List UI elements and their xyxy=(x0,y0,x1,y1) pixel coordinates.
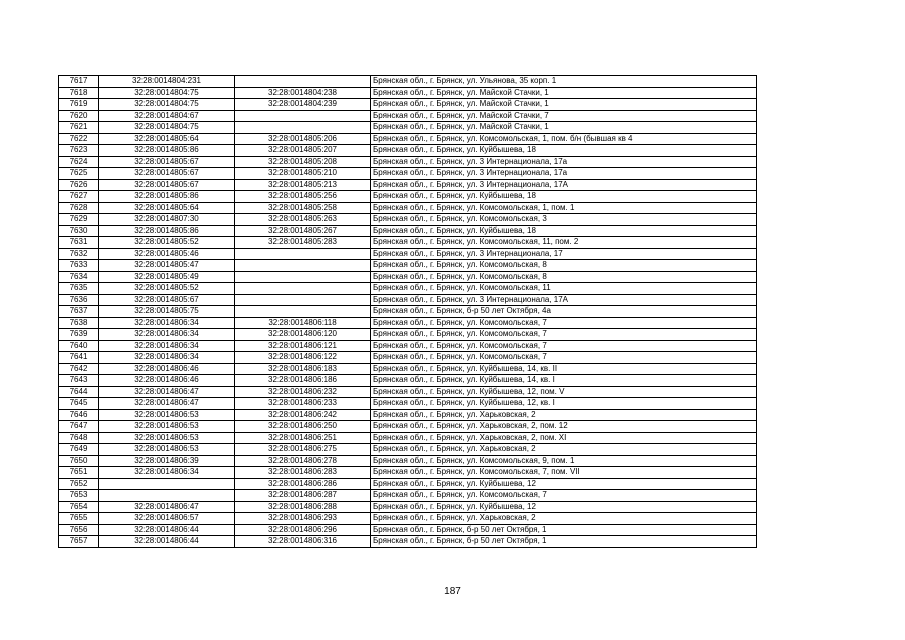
object-cadastral-number-cell: 32:28:0014805:208 xyxy=(235,156,371,168)
table-row xyxy=(59,202,757,214)
row-number-cell: 7643 xyxy=(59,375,99,387)
object-cadastral-number-cell: 32:28:0014805:206 xyxy=(235,133,371,145)
address-cell: Брянская обл., г. Брянск, ул. Куйбышева, 18 xyxy=(371,191,757,203)
land-cadastral-number-cell: 32:28:0014804:75 xyxy=(99,99,235,111)
row-number-cell: 7622 xyxy=(59,133,99,145)
row-number-cell: 7657 xyxy=(59,536,99,548)
object-cadastral-number-cell xyxy=(235,283,371,295)
address-cell: Брянская обл., г. Брянск, ул. Комсомольская, 9, пом. 1 xyxy=(371,455,757,467)
address-cell: Брянская обл., г. Брянск, ул. Куйбышева, 18 xyxy=(371,145,757,157)
table-row xyxy=(59,133,757,145)
row-number-cell: 7641 xyxy=(59,352,99,364)
object-cadastral-number-cell: 32:28:0014805:258 xyxy=(235,202,371,214)
object-cadastral-number-cell: 32:28:0014804:239 xyxy=(235,99,371,111)
table-row xyxy=(59,145,757,157)
land-cadastral-number-cell: 32:28:0014806:34 xyxy=(99,340,235,352)
address-cell: Брянская обл., г. Брянск, ул. Куйбышева, 12, пом. V xyxy=(371,386,757,398)
address-cell: Брянская обл., г. Брянск, ул. Куйбышева, 14, кв. I xyxy=(371,375,757,387)
object-cadastral-number-cell: 32:28:0014806:251 xyxy=(235,432,371,444)
address-cell: Брянская обл., г. Брянск, ул. Харьковская, 2 xyxy=(371,444,757,456)
land-cadastral-number-cell: 32:28:0014806:47 xyxy=(99,501,235,513)
address-cell: Брянская обл., г. Брянск, ул. Комсомольская, 7 xyxy=(371,329,757,341)
table-row xyxy=(59,329,757,341)
table-row xyxy=(59,99,757,111)
row-number-cell: 7648 xyxy=(59,432,99,444)
table-row xyxy=(59,110,757,122)
table-row xyxy=(59,260,757,272)
land-cadastral-number-cell: 32:28:0014805:47 xyxy=(99,260,235,272)
land-cadastral-number-cell: 32:28:0014805:67 xyxy=(99,179,235,191)
address-cell: Брянская обл., г. Брянск, ул. 3 Интернационала, 17а xyxy=(371,156,757,168)
address-cell: Брянская обл., г. Брянск, ул. Харьковская, 2 xyxy=(371,409,757,421)
address-cell: Брянская обл., г. Брянск, ул. Комсомольская, 3 xyxy=(371,214,757,226)
address-cell: Брянская обл., г. Брянск, ул. Комсомольская, 7 xyxy=(371,340,757,352)
row-number-cell: 7652 xyxy=(59,478,99,490)
row-number-cell: 7640 xyxy=(59,340,99,352)
page-number: 187 xyxy=(444,586,461,597)
row-number-cell: 7623 xyxy=(59,145,99,157)
object-cadastral-number-cell xyxy=(235,306,371,318)
row-number-cell: 7638 xyxy=(59,317,99,329)
row-number-cell: 7649 xyxy=(59,444,99,456)
object-cadastral-number-cell: 32:28:0014806:293 xyxy=(235,513,371,525)
object-cadastral-number-cell: 32:28:0014806:286 xyxy=(235,478,371,490)
row-number-cell: 7647 xyxy=(59,421,99,433)
object-cadastral-number-cell: 32:28:0014806:287 xyxy=(235,490,371,502)
object-cadastral-number-cell xyxy=(235,248,371,260)
land-cadastral-number-cell: 32:28:0014804:67 xyxy=(99,110,235,122)
object-cadastral-number-cell xyxy=(235,271,371,283)
table-row xyxy=(59,340,757,352)
land-cadastral-number-cell: 32:28:0014806:39 xyxy=(99,455,235,467)
object-cadastral-number-cell: 32:28:0014806:242 xyxy=(235,409,371,421)
address-cell: Брянская обл., г. Брянск, ул. 3 Интернационала, 17 xyxy=(371,248,757,260)
table-row xyxy=(59,76,757,88)
row-number-cell: 7626 xyxy=(59,179,99,191)
land-cadastral-number-cell: 32:28:0014805:52 xyxy=(99,237,235,249)
address-cell: Брянская обл., г. Брянск, ул. Харьковская, 2, пом. 12 xyxy=(371,421,757,433)
address-cell: Брянская обл., г. Брянск, ул. Куйбышева, 12 xyxy=(371,501,757,513)
row-number-cell: 7645 xyxy=(59,398,99,410)
object-cadastral-number-cell: 32:28:0014806:120 xyxy=(235,329,371,341)
row-number-cell: 7625 xyxy=(59,168,99,180)
row-number-cell: 7642 xyxy=(59,363,99,375)
row-number-cell: 7628 xyxy=(59,202,99,214)
table-row xyxy=(59,248,757,260)
table-row xyxy=(59,467,757,479)
table-row xyxy=(59,386,757,398)
table-row xyxy=(59,375,757,387)
row-number-cell: 7631 xyxy=(59,237,99,249)
property-registry-table xyxy=(58,75,757,548)
object-cadastral-number-cell: 32:28:0014805:263 xyxy=(235,214,371,226)
row-number-cell: 7634 xyxy=(59,271,99,283)
land-cadastral-number-cell: 32:28:0014806:53 xyxy=(99,409,235,421)
row-number-cell: 7619 xyxy=(59,99,99,111)
address-cell: Брянская обл., г. Брянск, ул. Комсомольская, 1, пом. 1 xyxy=(371,202,757,214)
table-row xyxy=(59,432,757,444)
table-row xyxy=(59,363,757,375)
land-cadastral-number-cell: 32:28:0014805:86 xyxy=(99,191,235,203)
object-cadastral-number-cell xyxy=(235,260,371,272)
row-number-cell: 7637 xyxy=(59,306,99,318)
row-number-cell: 7646 xyxy=(59,409,99,421)
address-cell: Брянская обл., г. Брянск, ул. Комсомольская, 1, пом. б/н (бывшая кв 4 xyxy=(371,133,757,145)
land-cadastral-number-cell: 32:28:0014806:34 xyxy=(99,317,235,329)
land-cadastral-number-cell: 32:28:0014806:53 xyxy=(99,421,235,433)
row-number-cell: 7654 xyxy=(59,501,99,513)
address-cell: Брянская обл., г. Брянск, б-р 50 лет Октября, 1 xyxy=(371,536,757,548)
row-number-cell: 7651 xyxy=(59,467,99,479)
land-cadastral-number-cell: 32:28:0014805:64 xyxy=(99,202,235,214)
address-cell: Брянская обл., г. Брянск, ул. Куйбышева, 12, кв. I xyxy=(371,398,757,410)
address-cell: Брянская обл., г. Брянск, ул. Комсомольская, 8 xyxy=(371,271,757,283)
land-cadastral-number-cell: 32:28:0014804:231 xyxy=(99,76,235,88)
row-number-cell: 7627 xyxy=(59,191,99,203)
land-cadastral-number-cell: 32:28:0014804:75 xyxy=(99,87,235,99)
table-row xyxy=(59,317,757,329)
land-cadastral-number-cell: 32:28:0014806:44 xyxy=(99,536,235,548)
row-number-cell: 7639 xyxy=(59,329,99,341)
row-number-cell: 7653 xyxy=(59,490,99,502)
land-cadastral-number-cell: 32:28:0014804:75 xyxy=(99,122,235,134)
land-cadastral-number-cell: 32:28:0014806:44 xyxy=(99,524,235,536)
row-number-cell: 7624 xyxy=(59,156,99,168)
object-cadastral-number-cell: 32:28:0014806:183 xyxy=(235,363,371,375)
land-cadastral-number-cell: 32:28:0014806:34 xyxy=(99,329,235,341)
land-cadastral-number-cell: 32:28:0014805:67 xyxy=(99,168,235,180)
address-cell: Брянская обл., г. Брянск, ул. Харьковская, 2 xyxy=(371,513,757,525)
row-number-cell: 7656 xyxy=(59,524,99,536)
land-cadastral-number-cell: 32:28:0014805:86 xyxy=(99,145,235,157)
row-number-cell: 7636 xyxy=(59,294,99,306)
table-row xyxy=(59,513,757,525)
address-cell: Брянская обл., г. Брянск, ул. Майской Стачки, 1 xyxy=(371,99,757,111)
table-row xyxy=(59,225,757,237)
object-cadastral-number-cell: 32:28:0014806:233 xyxy=(235,398,371,410)
address-cell: Брянская обл., г. Брянск, ул. Комсомольская, 11, пом. 2 xyxy=(371,237,757,249)
land-cadastral-number-cell: 32:28:0014807:30 xyxy=(99,214,235,226)
address-cell: Брянская обл., г. Брянск, ул. Куйбышева, 14, кв. II xyxy=(371,363,757,375)
table-row xyxy=(59,536,757,548)
address-cell: Брянская обл., г. Брянск, ул. Майской Стачки, 1 xyxy=(371,122,757,134)
land-cadastral-number-cell: 32:28:0014806:57 xyxy=(99,513,235,525)
row-number-cell: 7621 xyxy=(59,122,99,134)
address-cell: Брянская обл., г. Брянск, ул. 3 Интернационала, 17А xyxy=(371,179,757,191)
address-cell: Брянская обл., г. Брянск, ул. 3 Интернационала, 17А xyxy=(371,294,757,306)
object-cadastral-number-cell: 32:28:0014805:213 xyxy=(235,179,371,191)
table-row xyxy=(59,214,757,226)
object-cadastral-number-cell: 32:28:0014806:186 xyxy=(235,375,371,387)
land-cadastral-number-cell: 32:28:0014806:34 xyxy=(99,352,235,364)
table-row xyxy=(59,87,757,99)
row-number-cell: 7617 xyxy=(59,76,99,88)
row-number-cell: 7630 xyxy=(59,225,99,237)
row-number-cell: 7620 xyxy=(59,110,99,122)
land-cadastral-number-cell: 32:28:0014805:67 xyxy=(99,294,235,306)
address-cell: Брянская обл., г. Брянск, ул. Майской Стачки, 7 xyxy=(371,110,757,122)
table-row xyxy=(59,294,757,306)
object-cadastral-number-cell: 32:28:0014806:278 xyxy=(235,455,371,467)
object-cadastral-number-cell: 32:28:0014806:275 xyxy=(235,444,371,456)
table-row xyxy=(59,352,757,364)
address-cell: Брянская обл., г. Брянск, ул. Ульянова, 35 корп. 1 xyxy=(371,76,757,88)
address-cell: Брянская обл., г. Брянск, ул. Комсомольская, 8 xyxy=(371,260,757,272)
row-number-cell: 7629 xyxy=(59,214,99,226)
address-cell: Брянская обл., г. Брянск, ул. Куйбышева, 18 xyxy=(371,225,757,237)
table-row xyxy=(59,524,757,536)
address-cell: Брянская обл., г. Брянск, ул. Комсомольская, 11 xyxy=(371,283,757,295)
land-cadastral-number-cell: 32:28:0014806:47 xyxy=(99,386,235,398)
table-row xyxy=(59,168,757,180)
table-row xyxy=(59,283,757,295)
address-cell: Брянская обл., г. Брянск, б-р 50 лет Октября, 4а xyxy=(371,306,757,318)
table-row xyxy=(59,398,757,410)
table-row xyxy=(59,156,757,168)
land-cadastral-number-cell: 32:28:0014806:53 xyxy=(99,444,235,456)
land-cadastral-number-cell xyxy=(99,490,235,502)
row-number-cell: 7632 xyxy=(59,248,99,260)
object-cadastral-number-cell xyxy=(235,76,371,88)
land-cadastral-number-cell: 32:28:0014806:53 xyxy=(99,432,235,444)
row-number-cell: 7633 xyxy=(59,260,99,272)
table-row xyxy=(59,191,757,203)
table-row xyxy=(59,271,757,283)
row-number-cell: 7618 xyxy=(59,87,99,99)
object-cadastral-number-cell: 32:28:0014806:122 xyxy=(235,352,371,364)
land-cadastral-number-cell: 32:28:0014806:34 xyxy=(99,467,235,479)
table-row xyxy=(59,455,757,467)
object-cadastral-number-cell: 32:28:0014806:288 xyxy=(235,501,371,513)
land-cadastral-number-cell: 32:28:0014805:67 xyxy=(99,156,235,168)
object-cadastral-number-cell xyxy=(235,110,371,122)
land-cadastral-number-cell: 32:28:0014805:52 xyxy=(99,283,235,295)
table-row xyxy=(59,306,757,318)
land-cadastral-number-cell: 32:28:0014805:75 xyxy=(99,306,235,318)
row-number-cell: 7650 xyxy=(59,455,99,467)
row-number-cell: 7635 xyxy=(59,283,99,295)
table-row xyxy=(59,122,757,134)
object-cadastral-number-cell: 32:28:0014805:267 xyxy=(235,225,371,237)
land-cadastral-number-cell: 32:28:0014805:46 xyxy=(99,248,235,260)
table-row xyxy=(59,444,757,456)
object-cadastral-number-cell: 32:28:0014806:283 xyxy=(235,467,371,479)
land-cadastral-number-cell: 32:28:0014805:64 xyxy=(99,133,235,145)
address-cell: Брянская обл., г. Брянск, ул. Комсомольская, 7 xyxy=(371,317,757,329)
address-cell: Брянская обл., г. Брянск, ул. Комсомольская, 7, пом. VII xyxy=(371,467,757,479)
address-cell: Брянская обл., г. Брянск, ул. Комсомольская, 7 xyxy=(371,352,757,364)
object-cadastral-number-cell xyxy=(235,294,371,306)
land-cadastral-number-cell xyxy=(99,478,235,490)
row-number-cell: 7655 xyxy=(59,513,99,525)
object-cadastral-number-cell: 32:28:0014805:207 xyxy=(235,145,371,157)
row-number-cell: 7644 xyxy=(59,386,99,398)
address-cell: Брянская обл., г. Брянск, ул. Майской Стачки, 1 xyxy=(371,87,757,99)
registry-table-body xyxy=(59,76,757,548)
table-row xyxy=(59,409,757,421)
object-cadastral-number-cell: 32:28:0014805:283 xyxy=(235,237,371,249)
address-cell: Брянская обл., г. Брянск, б-р 50 лет Октября, 1 xyxy=(371,524,757,536)
object-cadastral-number-cell: 32:28:0014805:210 xyxy=(235,168,371,180)
land-cadastral-number-cell: 32:28:0014806:46 xyxy=(99,375,235,387)
land-cadastral-number-cell: 32:28:0014805:86 xyxy=(99,225,235,237)
address-cell: Брянская обл., г. Брянск, ул. Куйбышева, 12 xyxy=(371,478,757,490)
object-cadastral-number-cell: 32:28:0014806:296 xyxy=(235,524,371,536)
table-row xyxy=(59,179,757,191)
land-cadastral-number-cell: 32:28:0014806:47 xyxy=(99,398,235,410)
object-cadastral-number-cell: 32:28:0014806:250 xyxy=(235,421,371,433)
address-cell: Брянская обл., г. Брянск, ул. Харьковская, 2, пом. XI xyxy=(371,432,757,444)
object-cadastral-number-cell: 32:28:0014806:121 xyxy=(235,340,371,352)
object-cadastral-number-cell: 32:28:0014806:232 xyxy=(235,386,371,398)
table-row xyxy=(59,237,757,249)
address-cell: Брянская обл., г. Брянск, ул. 3 Интернационала, 17а xyxy=(371,168,757,180)
object-cadastral-number-cell: 32:28:0014805:256 xyxy=(235,191,371,203)
object-cadastral-number-cell: 32:28:0014806:118 xyxy=(235,317,371,329)
table-row xyxy=(59,478,757,490)
address-cell: Брянская обл., г. Брянск, ул. Комсомольская, 7 xyxy=(371,490,757,502)
table-row xyxy=(59,421,757,433)
object-cadastral-number-cell: 32:28:0014806:316 xyxy=(235,536,371,548)
table-row xyxy=(59,490,757,502)
land-cadastral-number-cell: 32:28:0014805:49 xyxy=(99,271,235,283)
object-cadastral-number-cell xyxy=(235,122,371,134)
table-row xyxy=(59,501,757,513)
object-cadastral-number-cell: 32:28:0014804:238 xyxy=(235,87,371,99)
land-cadastral-number-cell: 32:28:0014806:46 xyxy=(99,363,235,375)
